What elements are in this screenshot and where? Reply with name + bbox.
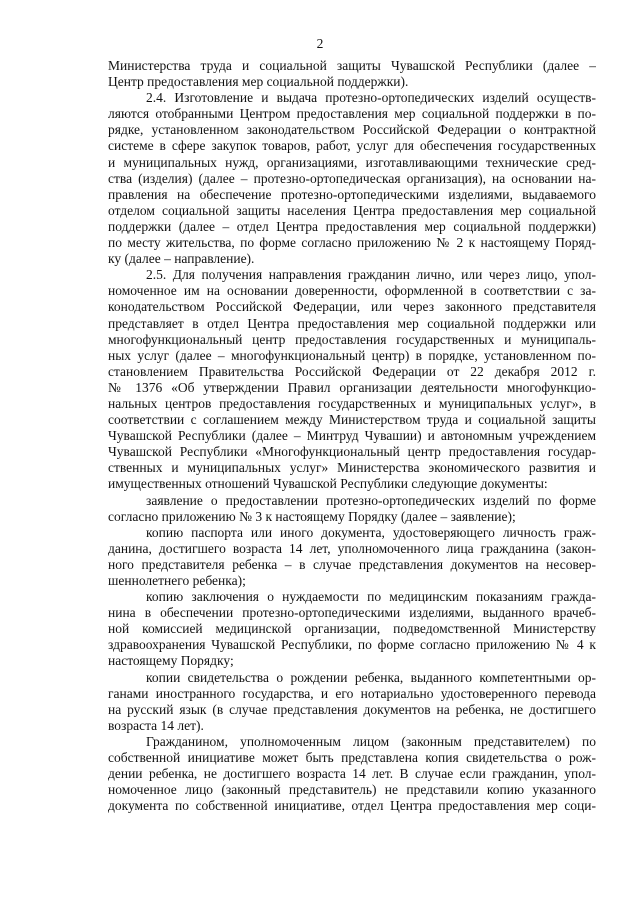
text-line: 2.4. Изготовление и выдача протезно-ортопедических изделий осуществ- (146, 90, 596, 106)
text-line: правления на обеспечение протезно-ортопедическими изделиями, выдаваемого (108, 186, 596, 202)
text-line: возраста 14 лет). (108, 717, 204, 733)
text-line: 2.5. Для получения направления гражданин лично, или через лицо, упол- (146, 267, 596, 283)
text-line: и муниципальных нужд, организациями, изготавливающими технические сред- (108, 154, 596, 170)
text-line: данина, достигшего возраста 14 лет, уполномоченного лица гражданина (закон- (108, 540, 596, 556)
text-line: № 1376 «Об утверждении Правил организации деятельности многофункцио- (108, 379, 596, 395)
text-line: Чувашской Республики (далее – Минтруд Чувашии) и автономным учреждением (108, 428, 596, 444)
text-line: ного представителя ребенка – в случае представления документов на несовер- (108, 556, 596, 572)
text-line: дении ребенка, не достигшего возраста 14 лет. В случае если гражданин, упол- (108, 766, 596, 782)
text-line: ганами иностранного государства, и его нотариально удостоверенного перевода (108, 685, 596, 701)
text-line: ной комиссией медицинской организации, подведомственной Министерству (108, 621, 596, 637)
text-line: номоченное им на основании доверенности, оформленной в соответствии с за- (108, 283, 596, 299)
text-line: номоченное лицо (законный представитель) не представили копию указанного (108, 782, 596, 798)
text-line: шеннолетнего ребенка); (108, 573, 246, 588)
text-line: здравоохранения Чувашской Республики, по форме согласно приложению № 4 к (108, 637, 596, 653)
text-line: нина в обеспечении протезно-ортопедическими изделиями, выданного врачеб- (108, 605, 596, 621)
text-line: копию паспорта или иного документа, удостоверяющего личность граж- (146, 524, 596, 540)
text-line: ку (далее – направление). (108, 251, 255, 267)
text-line: копии свидетельства о рождении ребенка, выданного компетентными ор- (146, 669, 596, 685)
text-line: настоящему Порядку; (108, 653, 234, 669)
text-line: системе в сфере закупок товаров, работ, услуг для обеспечения государственных (108, 138, 596, 154)
text-line: ственных и муниципальных услуг» Министерства экономического развития и (108, 460, 596, 476)
text-line: Министерства труда и социальной защиты Чувашской Республики (далее – (108, 58, 596, 73)
text-line: ства (изделия) (далее – протезно-ортопедическая организация), на основании на- (108, 170, 596, 186)
text-line: ляются отобранными Центром предоставления мер социальной поддержки в по- (108, 106, 596, 122)
text-line: Центр предоставления мер социальной поддержки). (108, 74, 409, 90)
text-line: нальных центров предоставления государственных и муниципальных услуг», в (108, 395, 596, 411)
text-line: собственной инициативе может быть представлена копия свидетельства о рож- (108, 750, 596, 766)
text-line: отделом социальной защиты населения Центра предоставления мер социальной (108, 202, 596, 218)
text-line: Чувашской Республики «Многофункциональный центр предоставления государ- (108, 444, 596, 460)
text-line: согласно приложению № 3 к настоящему Порядку (далее – заявление); (108, 508, 516, 524)
page-number: 2 (316, 36, 324, 51)
text-line: Гражданином, уполномоченным лицом (законным представителем) по (146, 733, 596, 749)
text-line: рядке, установленном законодательством Российской Федерации о контрактной (108, 122, 596, 138)
text-line: заявление о предоставлении протезно-ортопедических изделий по форме (146, 492, 596, 508)
text-line: поддержки (далее – отдел Центра предоставления мер социальной поддержки) (108, 218, 596, 234)
text-line: конодательством Российской Федерации, или через законного представителя (108, 299, 596, 315)
document-body (108, 58, 596, 814)
text-line: по месту жительства, по форме согласно приложению № 2 к настоящему Поряд- (108, 235, 596, 251)
text-line: многофункциональный центр предоставления государственных и муниципаль- (108, 331, 596, 347)
text-line: документа по собственной инициативе, отдел Центра предоставления мер соци- (108, 798, 596, 814)
text-line: ных услуг (далее – многофункциональный центр) в порядке, установленном по- (108, 347, 596, 363)
text-line: соответствии с соглашением между Министерством труда и социальной защиты (108, 412, 596, 428)
text-line: копию заключения о нуждаемости по медицинским показаниям гражда- (146, 589, 596, 605)
text-line: имущественных отношений Чувашской Республики следующие документы: (108, 476, 548, 492)
text-line: становлением Правительства Российской Федерации от 22 декабря 2012 г. (108, 363, 596, 379)
text-line: представляет в отдел Центра предоставления мер социальной поддержки или (108, 315, 596, 331)
text-line: на русский язык (в случае представления документов на ребенка, не достигшего (108, 701, 596, 717)
